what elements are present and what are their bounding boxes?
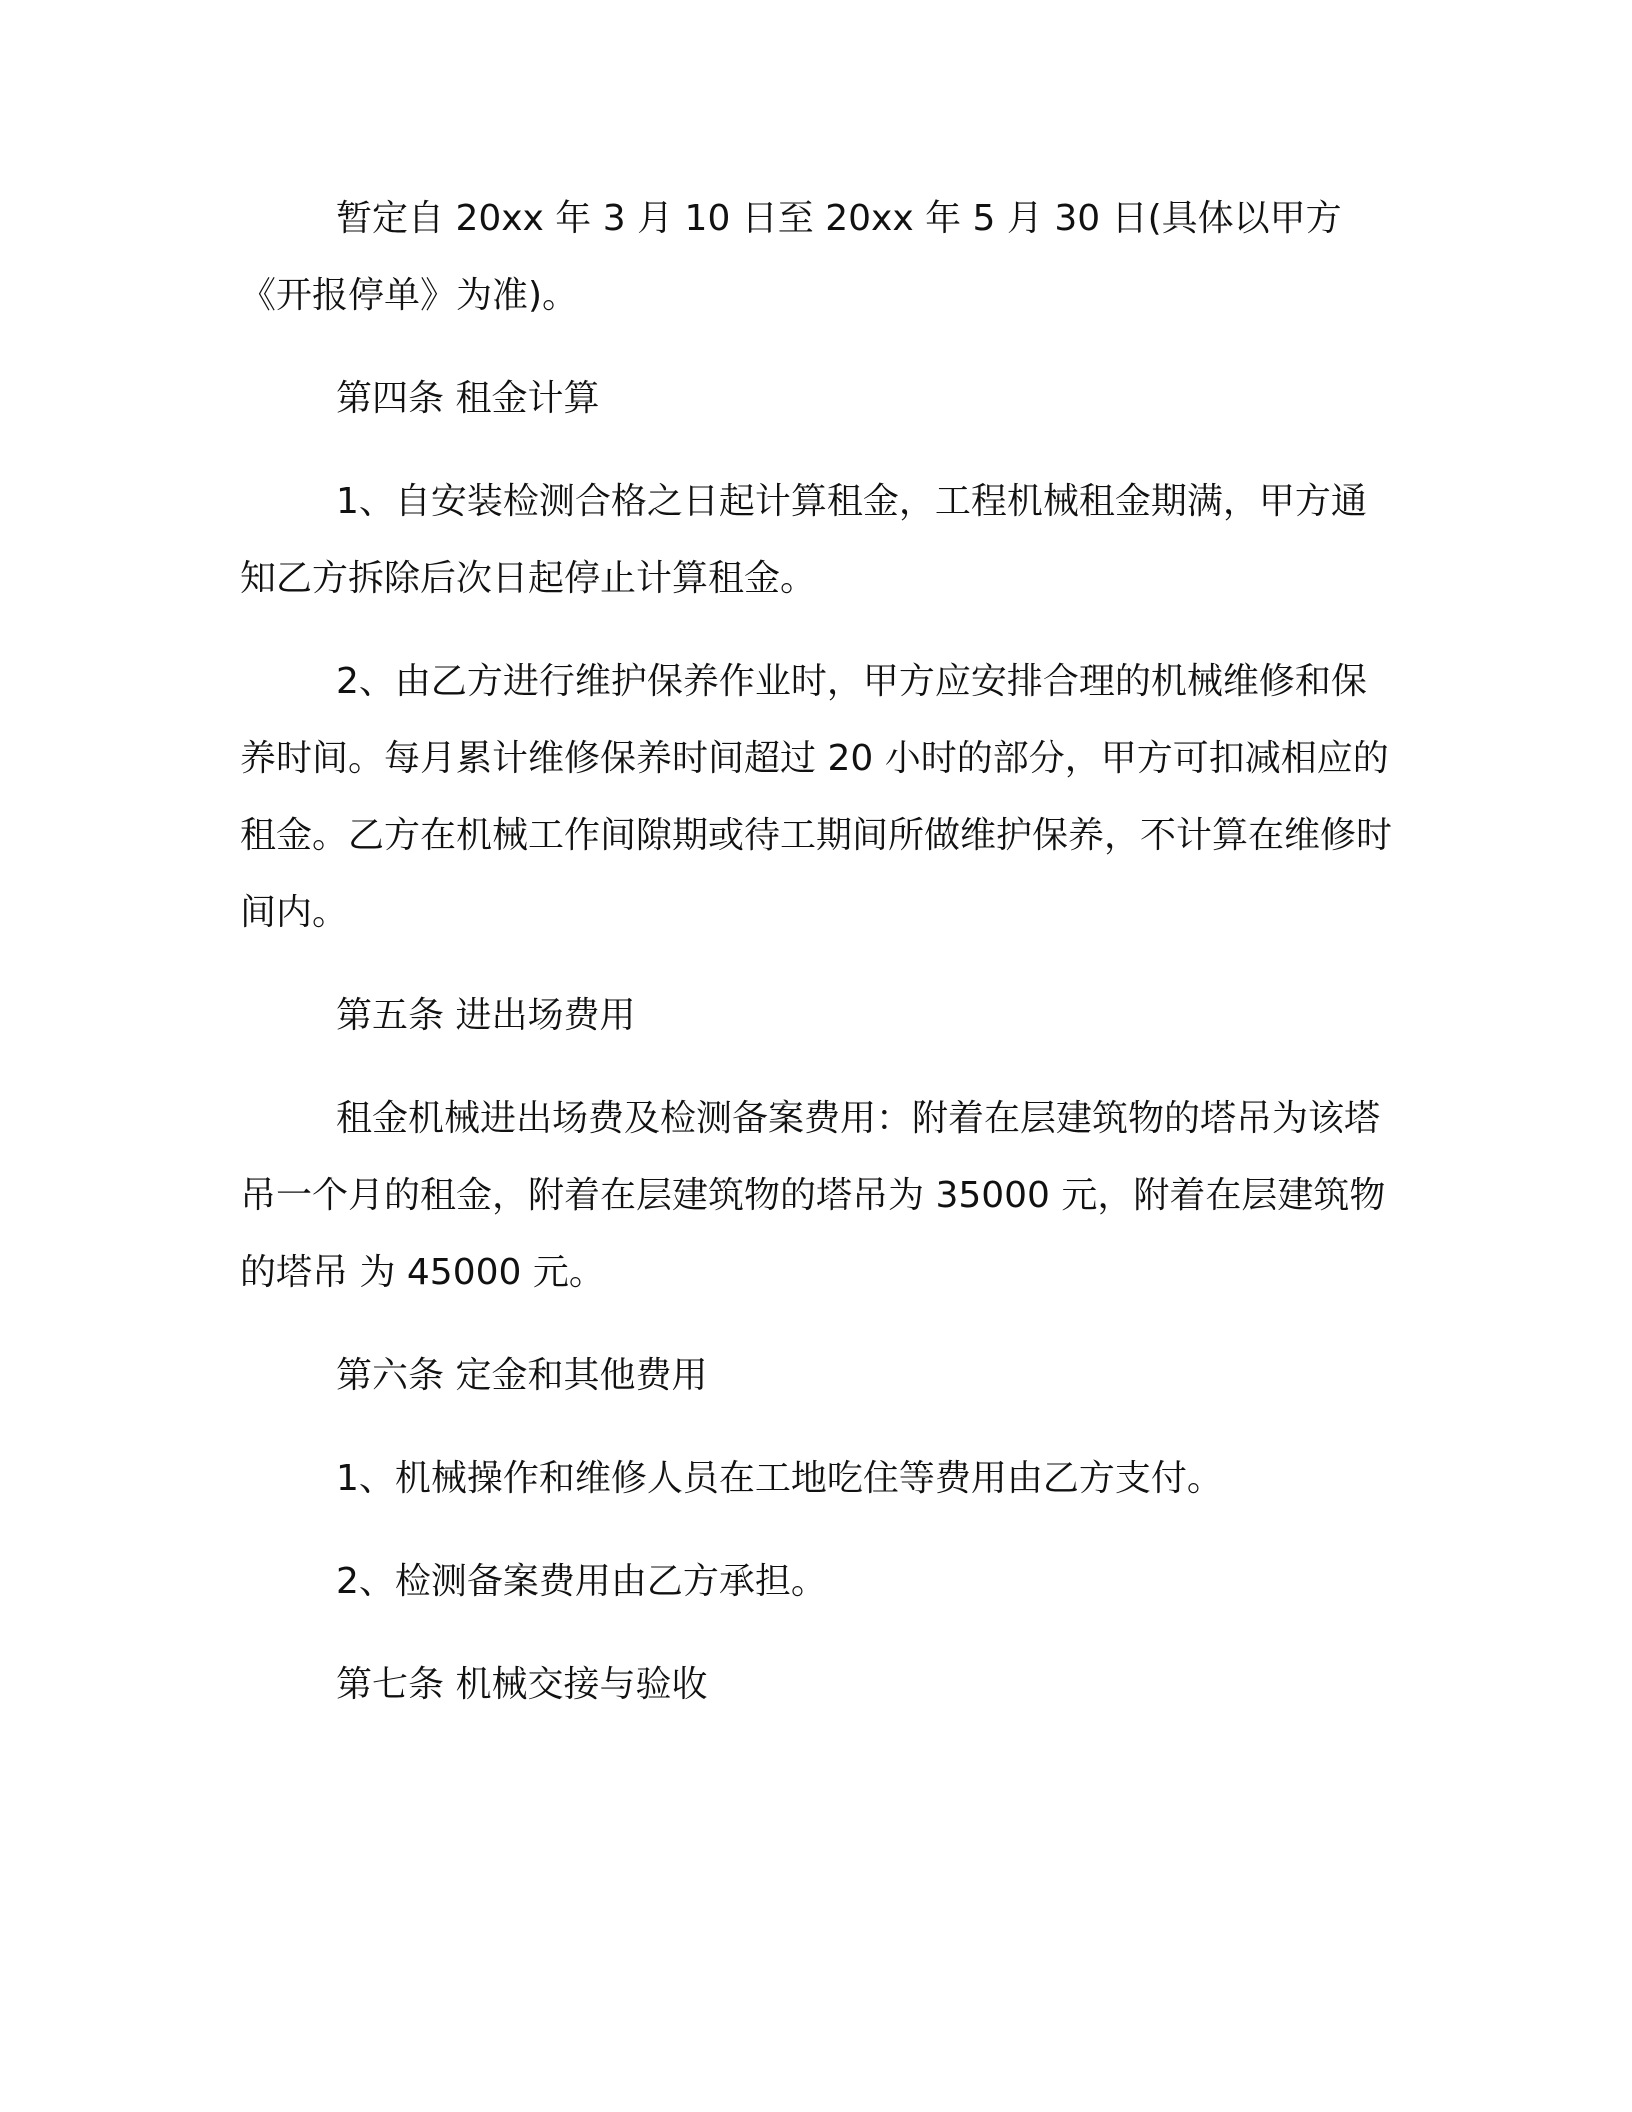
paragraph-maintenance: 2、由乙方进行维护保养作业时，甲方应安排合理的机械维修和保养时间。每月累计维修保养时间超过 20 小时的部分，甲方可扣减相应的租金。乙方在机械工作间隙期或待工期间所做维护保养，不计算在维修时间内。	[240, 661, 1393, 933]
paragraph-entry-exit-fees: 租金机械进出场费及检测备案费用：附着在层建筑物的塔吊为该塔吊一个月的租金，附着在层建筑物的塔吊为 35000 元，附着在层建筑物的塔吊 为 45000 元。	[240, 1098, 1386, 1293]
paragraph-inspection-fees: 2、检测备案费用由乙方承担。	[336, 1561, 827, 1602]
paragraph-staff-expenses: 1、机械操作和维修人员在工地吃住等费用由乙方支付。	[336, 1458, 1223, 1499]
heading-article-6: 第六条 定金和其他费用	[336, 1355, 708, 1396]
paragraph-rent-start: 1、自安装检测合格之日起计算租金，工程机械租金期满，甲方通知乙方拆除后次日起停止计算租金。	[240, 481, 1367, 599]
document-body	[240, 180, 1392, 1749]
heading-article-5: 第五条 进出场费用	[336, 995, 636, 1036]
paragraph-rental-period: 暂定自 20xx 年 3 月 10 日至 20xx 年 5 月 30 日(具体以甲方《开报停单》为准)。	[240, 198, 1342, 316]
heading-article-4: 第四条 租金计算	[336, 378, 600, 419]
heading-article-7: 第七条 机械交接与验收	[336, 1664, 708, 1705]
